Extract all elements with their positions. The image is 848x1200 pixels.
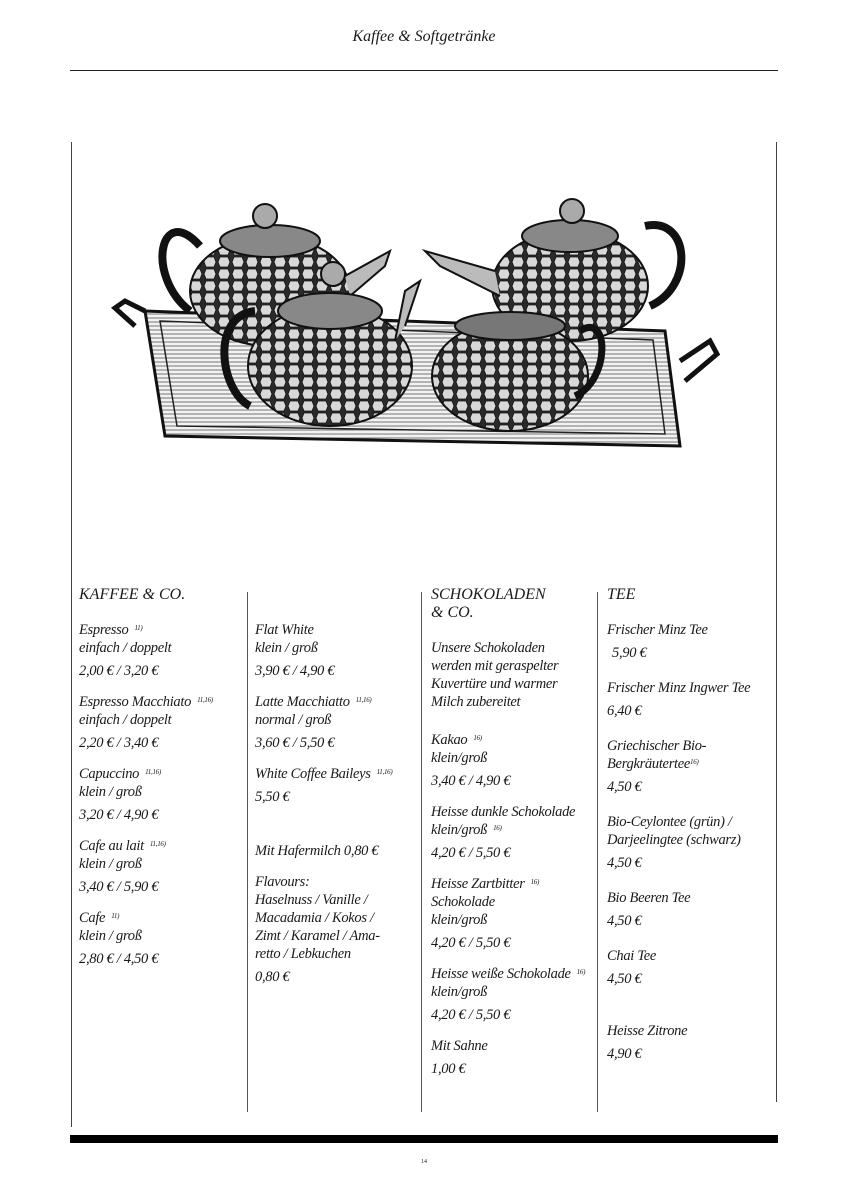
intro-line: Unsere Schokoladen <box>431 640 545 656</box>
item-name: Espresso <box>79 622 129 638</box>
menu-item <box>431 1037 591 1078</box>
column-separator <box>597 592 598 1112</box>
item-name-cont: Bergkräutertee <box>607 756 691 772</box>
item-price: 4,20 € / 5,50 € <box>431 935 511 951</box>
allergen-note: 11,16) <box>197 696 213 704</box>
item-price: 4,20 € / 5,50 € <box>431 845 511 861</box>
menu-item <box>431 965 591 1024</box>
item-name: Mit Sahne <box>431 1038 488 1054</box>
item-price: 1,00 € <box>431 1061 466 1077</box>
allergen-note: 16) <box>690 758 699 766</box>
item-name: Espresso Macchiato <box>79 694 192 710</box>
item-name: Heisse dunkle Schokolade <box>431 804 576 820</box>
item-price: 3,90 € / 4,90 € <box>255 663 335 679</box>
kaffee-column-2 <box>255 621 415 999</box>
item-name-cont: Schokolade <box>431 894 495 910</box>
menu-item <box>607 737 773 796</box>
section-heading-schokoladen <box>431 586 591 622</box>
item-name-cont: Darjeelingtee (schwarz) <box>607 832 741 848</box>
item-size: klein/groß <box>431 750 488 766</box>
column-separator <box>421 592 422 1112</box>
allergen-note: 16) <box>473 734 482 742</box>
item-name: Heisse Zitrone <box>607 1023 688 1039</box>
item-name: Flat White <box>255 622 314 638</box>
menu-item <box>79 621 239 680</box>
item-name: Heisse weiße Schokolade <box>431 966 571 982</box>
hafermilch-text: Mit Hafermilch 0,80 € <box>255 843 379 859</box>
item-size: klein / groß <box>79 784 142 800</box>
item-name: Cafe <box>79 910 106 926</box>
kaffee-column <box>79 586 239 981</box>
menu-item <box>607 947 773 988</box>
item-name: Heisse Zartbitter <box>431 876 525 892</box>
menu-item <box>79 909 239 968</box>
menu-item <box>255 693 415 752</box>
menu-item <box>607 813 773 872</box>
allergen-note: 11) <box>134 624 143 632</box>
menu-item <box>79 693 239 752</box>
item-price: 4,20 € / 5,50 € <box>431 1007 511 1023</box>
menu-item <box>255 765 415 806</box>
item-name: Capuccino <box>79 766 140 782</box>
schokoladen-column <box>431 586 591 1091</box>
item-size: normal / groß <box>255 712 332 728</box>
flavours-title: Flavours: <box>255 874 310 890</box>
intro-line: werden mit geraspelter <box>431 658 559 674</box>
item-price: 3,60 € / 5,50 € <box>255 735 335 751</box>
item-name: White Coffee Baileys <box>255 766 371 782</box>
menu-item <box>607 679 773 720</box>
page-number: 14 <box>421 1159 427 1165</box>
item-size: klein / groß <box>79 928 142 944</box>
tee-column <box>607 586 773 1080</box>
frame-left-border <box>71 142 72 1127</box>
column-separator <box>247 592 248 1112</box>
allergen-note: 11,16) <box>355 696 372 704</box>
header-divider <box>70 70 778 71</box>
item-name: Bio-Ceylontee (grün) / <box>607 814 732 830</box>
item-size: klein / groß <box>255 640 318 656</box>
menu-item <box>607 889 773 930</box>
section-heading-tee: TEE <box>607 586 636 603</box>
page-title: Kaffee & Softgetränke <box>352 28 496 45</box>
tea-set-on-tray-illustration <box>105 196 725 476</box>
item-price: 4,50 € <box>607 779 642 795</box>
item-price: 4,50 € <box>607 913 642 929</box>
item-price: 4,50 € <box>607 971 642 987</box>
item-price: 2,80 € / 4,50 € <box>79 951 159 967</box>
item-price: 4,50 € <box>607 855 642 871</box>
menu-item <box>431 731 591 790</box>
menu-item <box>79 765 239 824</box>
item-price: 3,20 € / 4,90 € <box>79 807 159 823</box>
allergen-note: 11,16) <box>145 768 161 776</box>
flavours-block <box>255 873 415 986</box>
item-size: einfach / doppelt <box>79 712 172 728</box>
flavours-line: retto / Lebkuchen <box>255 946 351 962</box>
flavours-line: Zimt / Karamel / Ama- <box>255 928 380 944</box>
heading-line: & CO. <box>431 604 474 621</box>
item-price: 3,40 € / 5,90 € <box>79 879 159 895</box>
section-heading-kaffee: KAFFEE & CO. <box>79 586 186 603</box>
item-name: Chai Tee <box>607 948 657 964</box>
intro-line: Kuvertüre und warmer <box>431 676 558 692</box>
menu-item <box>255 621 415 680</box>
allergen-note: 16) <box>530 878 540 886</box>
schokoladen-intro <box>431 639 591 711</box>
item-name: Griechischer Bio- <box>607 738 707 754</box>
item-price: 2,20 € / 3,40 € <box>79 735 159 751</box>
item-name: Frischer Minz Ingwer Tee <box>607 680 751 696</box>
item-name: Frischer Minz Tee <box>607 622 708 638</box>
flavours-line: Haselnuss / Vanille / <box>255 892 368 908</box>
item-price: 3,40 € / 4,90 € <box>431 773 511 789</box>
item-price: 4,90 € <box>607 1046 642 1062</box>
allergen-note: 11,16) <box>149 840 166 848</box>
heading-line: SCHOKOLADEN <box>431 586 546 603</box>
menu-item <box>607 1022 773 1063</box>
item-size: klein/groß <box>431 912 488 928</box>
item-size: klein/groß <box>431 822 488 838</box>
item-size: klein/groß <box>431 984 488 1000</box>
allergen-note: 16) <box>576 968 586 976</box>
allergen-note: 11) <box>111 912 120 920</box>
item-name: Kakao <box>431 732 468 748</box>
allergen-note: 11,16) <box>376 768 393 776</box>
allergen-note: 16) <box>493 824 502 832</box>
intro-line: Milch zubereitet <box>431 694 521 710</box>
item-size: klein / groß <box>79 856 142 872</box>
item-name: Bio Beeren Tee <box>607 890 691 906</box>
item-price: 5,50 € <box>255 789 290 805</box>
menu-item <box>431 803 591 862</box>
item-price: 2,00 € / 3,20 € <box>79 663 159 679</box>
item-price: 6,40 € <box>607 703 642 719</box>
menu-item <box>79 837 239 896</box>
hafermilch-option <box>255 842 415 860</box>
item-name: Cafe au lait <box>79 838 144 854</box>
item-size: einfach / doppelt <box>79 640 172 656</box>
footer-bar <box>70 1135 778 1143</box>
flavours-price: 0,80 € <box>255 969 290 985</box>
flavours-line: Macadamia / Kokos / <box>255 910 374 926</box>
menu-item <box>431 875 591 952</box>
item-name: Latte Macchiatto <box>255 694 350 710</box>
menu-item <box>607 621 773 662</box>
item-price: 5,90 € <box>612 645 647 661</box>
frame-right-border <box>776 142 777 1102</box>
